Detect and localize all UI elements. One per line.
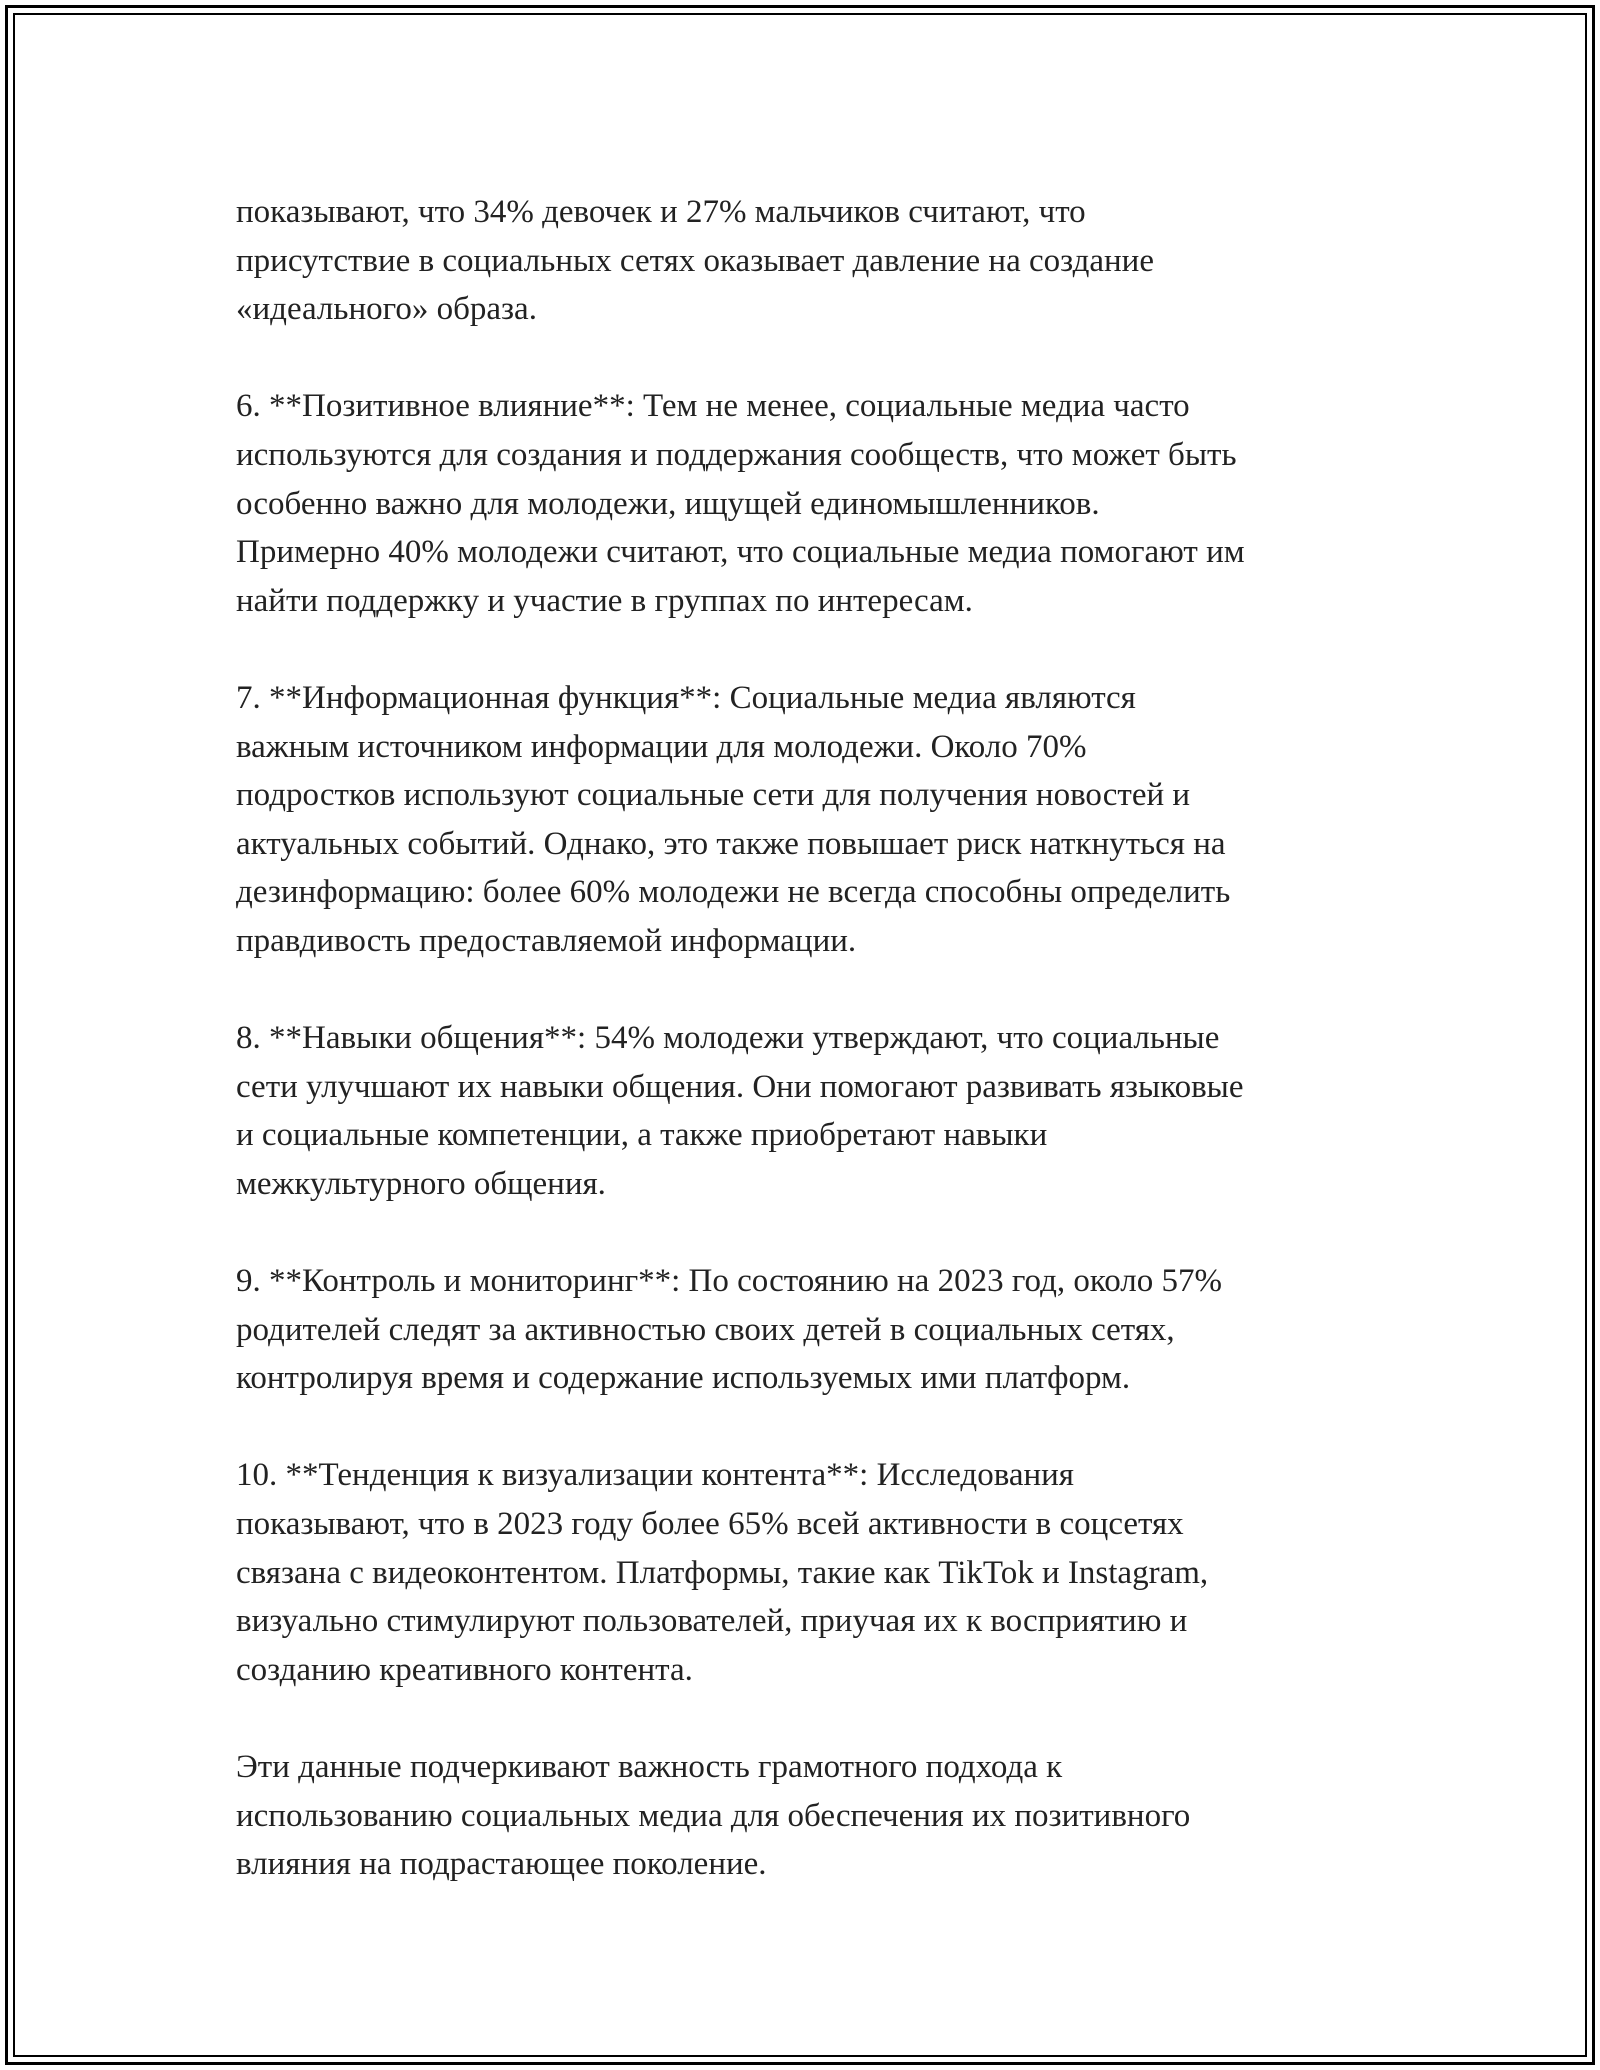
- text-line: созданию креативного контента.: [236, 1651, 693, 1688]
- text-line: показывают, что в 2023 году более 65% всей активности в соцсетях: [236, 1506, 1184, 1543]
- paragraph-item-7: [236, 674, 1386, 966]
- text-line: Эти данные подчеркивают важность грамотного подхода к: [236, 1749, 1063, 1785]
- paragraph-item-10: [236, 1451, 1386, 1694]
- text-line: показывают, что 34% девочек и 27% мальчиков считают, что: [236, 194, 1086, 230]
- text-line: сети улучшают их навыки общения. Они помогают развивать языковые: [236, 1068, 1244, 1105]
- document-body: [236, 188, 1386, 1889]
- text-line: 6. **Позитивное влияние**: Тем не менее, социальные медиа часто: [236, 388, 1190, 425]
- text-line: важным источником информации для молодежи. Около 70%: [236, 728, 1087, 765]
- text-line: подростков используют социальные сети для получения новостей и: [236, 777, 1191, 814]
- text-line: актуальных событий. Однако, это также повышает риск наткнуться на: [236, 825, 1226, 862]
- text-line: используются для создания и поддержания сообществ, что может быть: [236, 436, 1237, 473]
- text-line: правдивость предоставляемой информации.: [236, 922, 857, 959]
- text-line: родителей следят за активностью своих детей в социальных сетях,: [236, 1311, 1175, 1348]
- text-line: «идеального» образа.: [236, 291, 537, 328]
- text-line: 7. **Информационная функция**: Социальные медиа являются: [236, 679, 1136, 716]
- paragraph-item-9: [236, 1257, 1386, 1403]
- text-line: и социальные компетенции, а также приобретают навыки: [236, 1117, 1048, 1154]
- text-line: использованию социальных медиа для обеспечения их позитивного: [236, 1797, 1191, 1834]
- paragraph-conclusion: [236, 1743, 1386, 1889]
- text-line: визуально стимулируют пользователей, приучая их к восприятию и: [236, 1603, 1188, 1640]
- text-line: 8. **Навыки общения**: 54% молодежи утверждают, что социальные: [236, 1020, 1220, 1057]
- text-line: присутствие в социальных сетях оказывает давление на создание: [236, 242, 1154, 279]
- paragraph-item-8: [236, 1014, 1386, 1208]
- paragraph-item-6: [236, 382, 1386, 625]
- text-line: дезинформацию: более 60% молодежи не всегда способны определить: [236, 874, 1231, 911]
- text-line: особенно важно для молодежи, ищущей единомышленников.: [236, 485, 1100, 522]
- text-line: Примерно 40% молодежи считают, что социальные медиа помогают им: [236, 534, 1245, 571]
- paragraph-intro-continuation: [236, 188, 1386, 334]
- text-line: 10. **Тенденция к визуализации контента**: Исследования: [236, 1457, 1074, 1494]
- text-line: влияния на подрастающее поколение.: [236, 1846, 767, 1883]
- text-line: 9. **Контроль и мониторинг**: По состоянию на 2023 год, около 57%: [236, 1263, 1223, 1300]
- text-line: найти поддержку и участие в группах по интересам.: [236, 582, 973, 619]
- text-line: контролируя время и содержание используемых ими платформ.: [236, 1360, 1131, 1397]
- text-line: межкультурного общения.: [236, 1165, 606, 1202]
- text-line: связана с видеоконтентом. Платформы, такие как TikTok и Instagram,: [236, 1554, 1209, 1591]
